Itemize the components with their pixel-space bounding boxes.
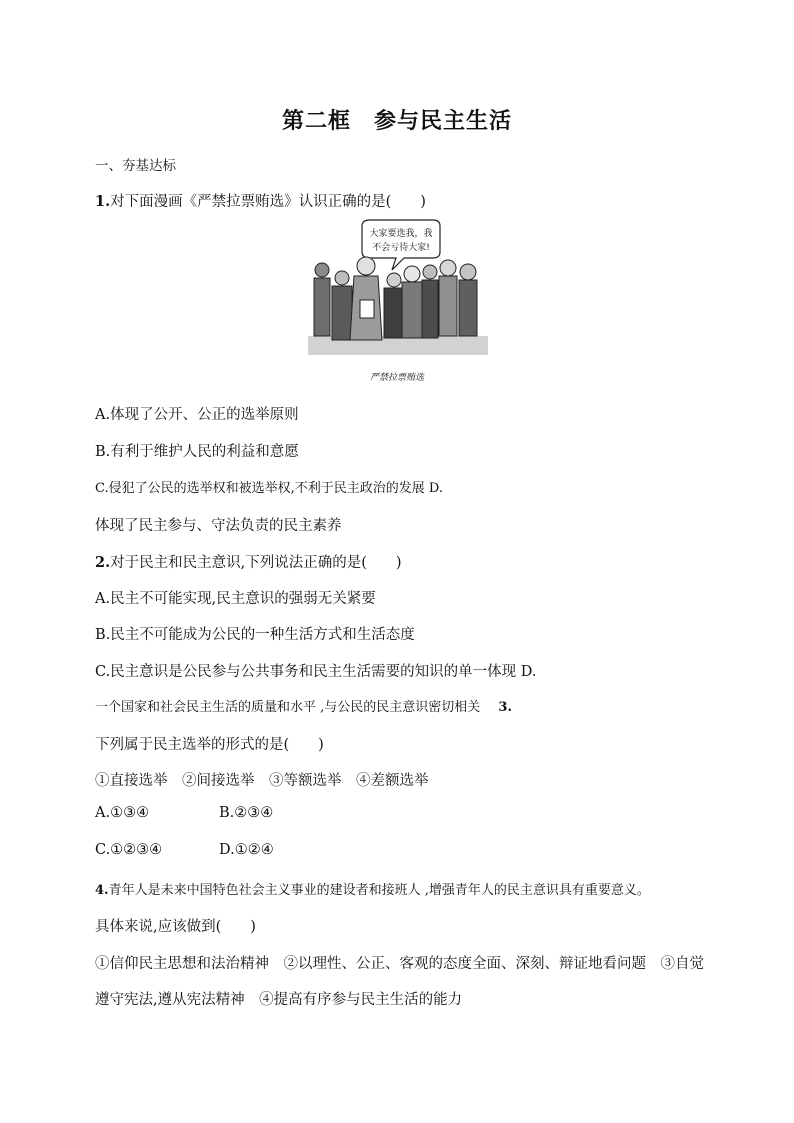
question-number: 1. — [95, 193, 111, 210]
question-number: 2. — [95, 554, 111, 571]
option-c: C.侵犯了公民的选举权和被选举权,不利于民主政治的发展 D. — [95, 481, 443, 496]
option-row-2 — [95, 842, 274, 858]
option-d-line — [95, 696, 512, 715]
cartoon-image — [308, 218, 488, 355]
cartoon-caption: 严禁拉票贿选 — [369, 373, 424, 383]
option-d: 体现了民主参与、守法负责的民主素养 — [95, 518, 342, 534]
option-row-1 — [95, 805, 273, 821]
option-c: C.①②③④ — [95, 842, 163, 858]
question-stem: 青年人是未来中国特色社会主义事业的建设者和接班人 ,增强青年人的民主意识具有重要意义。 — [108, 883, 650, 898]
question-number: 4. — [95, 883, 109, 898]
option-a: A.①③④ — [95, 805, 150, 821]
option-b: B.②③④ — [219, 805, 274, 821]
question-4-items-1: ①信仰民主思想和法治精神 ②以理性、公正、客观的态度全面、深刻、辩证地看问题 ③自觉 — [95, 956, 704, 972]
question-2 — [95, 551, 402, 572]
option-a: A.民主不可能实现,民主意识的强弱无关紧要 — [95, 591, 376, 607]
option-b: B.有利于维护人民的利益和意愿 — [95, 444, 299, 460]
page-title: 第二框 参与民主生活 — [281, 108, 512, 134]
question-3-items: ①直接选举 ②间接选举 ③等额选举 ④差额选举 — [95, 773, 429, 789]
question-4-stem-2: 具体来说,应该做到( ) — [95, 919, 256, 935]
option-d: 一个国家和社会民主生活的质量和水平 ,与公民的民主意识密切相关 — [95, 700, 481, 715]
option-c: C.民主意识是公民参与公共事务和民主生活需要的知识的单一体现 D. — [95, 664, 537, 680]
speech-line-2: 不会亏待大家! — [372, 243, 430, 253]
option-d: D.①②④ — [219, 842, 274, 858]
question-1 — [95, 190, 426, 211]
question-number: 3. — [498, 700, 512, 715]
question-stem: 对下面漫画《严禁拉票贿选》认识正确的是( ) — [110, 194, 426, 210]
option-b: B.民主不可能成为公民的一种生活方式和生活态度 — [95, 627, 415, 643]
question-stem: 对于民主和民主意识,下列说法正确的是( ) — [110, 555, 402, 571]
question-4-items-2: 遵守宪法,遵从宪法精神 ④提高有序参与民主生活的能力 — [95, 992, 463, 1008]
question-4 — [95, 879, 650, 898]
question-3-stem: 下列属于民主选举的形式的是( ) — [95, 737, 324, 753]
speech-line-1: 大家要选我，我 — [369, 229, 433, 239]
option-a: A.体现了公开、公正的选举原则 — [95, 407, 299, 423]
section-heading: 一、夯基达标 — [95, 158, 176, 174]
